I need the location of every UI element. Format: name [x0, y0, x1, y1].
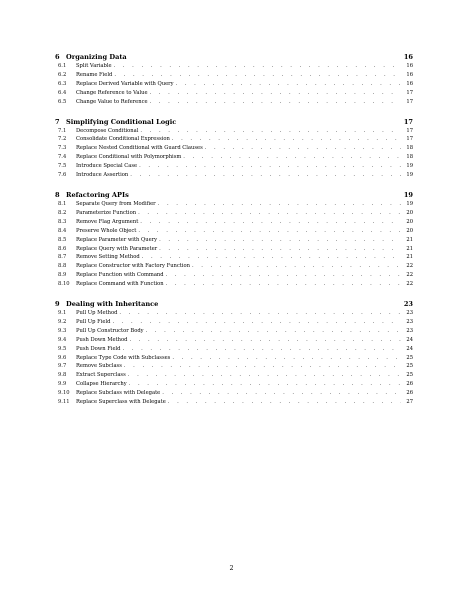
- entry-page: 17: [406, 127, 413, 134]
- entry-page: 20: [406, 218, 413, 225]
- toc-entry[interactable]: [55, 398, 413, 407]
- entry-page: 19: [406, 172, 413, 179]
- toc-entry[interactable]: [55, 144, 413, 153]
- toc-entry[interactable]: [55, 336, 413, 345]
- entry-number: 9.10: [58, 390, 70, 397]
- chapter-title: Organizing Data: [66, 53, 127, 61]
- dot-leader: [139, 162, 401, 171]
- chapter-heading[interactable]: [55, 190, 413, 200]
- entry-title: Push Down Method: [76, 336, 128, 343]
- entry-title: Replace Parameter with Query: [76, 236, 158, 243]
- entry-page: 19: [406, 163, 413, 170]
- dot-leader: [192, 262, 401, 271]
- toc-entry[interactable]: [55, 200, 413, 209]
- toc-entry[interactable]: [55, 245, 413, 254]
- entry-number: 6.3: [58, 80, 67, 87]
- chapter-number: 9: [55, 300, 60, 309]
- toc-entry[interactable]: [55, 318, 413, 327]
- entry-number: 9.7: [58, 363, 67, 370]
- entry-title: Separate Query from Modifier: [76, 200, 156, 207]
- entry-title: Replace Function with Command: [76, 272, 164, 279]
- entry-page: 24: [406, 336, 413, 343]
- chapter-heading[interactable]: [55, 117, 413, 127]
- entry-number: 6.5: [58, 98, 67, 105]
- toc-entry[interactable]: [55, 89, 413, 98]
- entry-title: Preserve Whole Object: [76, 227, 137, 234]
- entry-page: 22: [406, 263, 413, 270]
- entry-title: Replace Type Code with Subclasses: [76, 354, 171, 361]
- dot-leader: [176, 80, 401, 89]
- entry-number: 8.8: [58, 263, 67, 270]
- toc-entry[interactable]: [55, 262, 413, 271]
- entry-page: 24: [406, 345, 413, 352]
- dot-leader: [172, 354, 401, 363]
- toc-entry[interactable]: [55, 80, 413, 89]
- entry-number: 8.4: [58, 227, 67, 234]
- chapter-page: 23: [403, 300, 413, 309]
- chapter-title: Refactoring APIs: [66, 190, 129, 199]
- toc-entry[interactable]: [55, 62, 413, 71]
- entry-number: 7.3: [58, 145, 67, 152]
- entry-title: Collapse Hierarchy: [76, 381, 127, 388]
- dot-leader: [150, 89, 401, 98]
- entry-page: 18: [406, 145, 413, 152]
- entry-number: 8.1: [58, 200, 67, 207]
- dot-leader: [123, 345, 401, 354]
- chapter-heading[interactable]: [55, 299, 413, 309]
- chapter-number: 6: [55, 53, 60, 61]
- page-number: 2: [229, 564, 234, 572]
- chapter-heading[interactable]: [55, 52, 413, 62]
- toc-entry[interactable]: [55, 135, 413, 144]
- chapter-number: 7: [55, 117, 60, 126]
- dot-leader: [146, 327, 401, 336]
- entry-title: Pull Up Field: [76, 318, 111, 325]
- entry-number: 9.8: [58, 372, 67, 379]
- chapter-8: [55, 190, 413, 289]
- entry-page: 22: [406, 272, 413, 279]
- toc-entry[interactable]: [55, 380, 413, 389]
- dot-leader: [159, 245, 401, 254]
- dot-leader: [138, 209, 401, 218]
- toc-entry[interactable]: [55, 171, 413, 180]
- toc-entry[interactable]: [55, 162, 413, 171]
- entry-number: 8.5: [58, 236, 67, 243]
- toc-entry[interactable]: [55, 354, 413, 363]
- entry-number: 8.2: [58, 209, 67, 216]
- entry-title: Remove Setting Method: [76, 254, 140, 261]
- entry-title: Replace Constructor with Factory Function: [76, 263, 190, 270]
- entry-number: 8.9: [58, 272, 67, 279]
- entry-number: 9.2: [58, 318, 67, 325]
- entry-title: Split Variable: [76, 63, 112, 69]
- entry-page: 23: [406, 318, 413, 325]
- toc-entry[interactable]: [55, 127, 413, 136]
- entry-page: 16: [406, 63, 413, 69]
- entry-page: 25: [406, 354, 413, 361]
- dot-leader: [158, 200, 401, 209]
- dot-leader: [205, 144, 401, 153]
- entry-title: Introduce Assertion: [76, 172, 129, 179]
- entry-number: 6.4: [58, 89, 67, 96]
- entry-title: Replace Conditional with Polymorphism: [76, 154, 182, 161]
- entry-title: Replace Nested Conditional with Guard Clauses: [76, 145, 203, 152]
- chapter-6: [55, 52, 413, 107]
- entry-page: 25: [406, 363, 413, 370]
- toc-entry[interactable]: [55, 209, 413, 218]
- dot-leader: [128, 371, 401, 380]
- dot-leader: [112, 318, 401, 327]
- dot-leader: [130, 171, 401, 180]
- entry-page: 20: [406, 227, 413, 234]
- dot-leader: [172, 135, 401, 144]
- dot-leader: [183, 153, 401, 162]
- entry-title: Decompose Conditional: [76, 127, 139, 134]
- chapter-title: Dealing with Inheritance: [66, 300, 159, 309]
- entry-number: 9.1: [58, 310, 67, 317]
- entry-title: Parameterize Function: [76, 209, 137, 216]
- entry-number: 9.5: [58, 345, 67, 352]
- entry-title: Replace Subclass with Delegate: [76, 390, 161, 397]
- toc-entry[interactable]: [55, 153, 413, 162]
- entry-page: 23: [406, 327, 413, 334]
- entry-title: Rename Field: [76, 71, 113, 78]
- dot-leader: [140, 127, 401, 136]
- dot-leader: [140, 218, 401, 227]
- entry-number: 8.3: [58, 218, 67, 225]
- toc-entry[interactable]: [55, 280, 413, 289]
- entry-title: Replace Query with Parameter: [76, 245, 158, 252]
- toc-entry[interactable]: [55, 371, 413, 380]
- entry-number: 7.6: [58, 172, 67, 179]
- dot-leader: [114, 62, 401, 71]
- entry-title: Push Down Field: [76, 345, 121, 352]
- entry-page: 26: [406, 381, 413, 388]
- entry-number: 8.10: [58, 281, 70, 288]
- entry-page: 16: [406, 71, 413, 78]
- dot-leader: [159, 236, 401, 245]
- table-of-contents: [55, 52, 413, 417]
- entry-number: 7.5: [58, 163, 67, 170]
- chapter-page: 17: [403, 117, 413, 126]
- entry-page: 23: [406, 310, 413, 317]
- entry-page: 16: [406, 80, 413, 87]
- toc-entry[interactable]: [55, 227, 413, 236]
- chapter-number: 8: [55, 190, 60, 199]
- entry-title: Replace Command with Function: [76, 281, 164, 288]
- chapter-7: [55, 117, 413, 180]
- dot-leader: [166, 271, 401, 280]
- chapter-title: Simplifying Conditional Logic: [66, 117, 177, 126]
- entry-title: Change Reference to Value: [76, 89, 148, 96]
- dot-leader: [124, 362, 401, 371]
- entry-title: Change Value to Reference: [76, 98, 148, 105]
- chapter-9: [55, 299, 413, 407]
- entry-page: 22: [406, 281, 413, 288]
- dot-leader: [142, 253, 401, 262]
- dot-leader: [166, 280, 401, 289]
- entry-page: 17: [406, 89, 413, 96]
- entry-number: 9.9: [58, 381, 67, 388]
- entry-page: 21: [406, 245, 413, 252]
- entry-title: Pull Up Constructor Body: [76, 327, 144, 334]
- dot-leader: [168, 398, 401, 407]
- dot-leader: [129, 336, 401, 345]
- chapter-page: 16: [403, 53, 413, 61]
- entry-number: 9.4: [58, 336, 67, 343]
- toc-entry[interactable]: [55, 218, 413, 227]
- dot-leader: [150, 98, 401, 107]
- entry-number: 6.2: [58, 71, 67, 78]
- entry-page: 17: [406, 136, 413, 143]
- entry-number: 7.2: [58, 136, 67, 143]
- entry-title: Consolidate Conditional Expression: [76, 136, 170, 143]
- dot-leader: [119, 309, 401, 318]
- toc-entry[interactable]: [55, 71, 413, 80]
- entry-page: 19: [406, 200, 413, 207]
- entry-title: Replace Superclass with Delegate: [76, 399, 166, 406]
- entry-number: 7.1: [58, 127, 67, 134]
- entry-title: Remove Subclass: [76, 363, 122, 370]
- entry-number: 7.4: [58, 154, 67, 161]
- entry-page: 20: [406, 209, 413, 216]
- entry-page: 18: [406, 154, 413, 161]
- dot-leader: [162, 389, 401, 398]
- entry-page: 21: [406, 236, 413, 243]
- toc-entry[interactable]: [55, 98, 413, 107]
- toc-entry[interactable]: [55, 362, 413, 371]
- entry-number: 9.6: [58, 354, 67, 361]
- entry-number: 6.1: [58, 63, 67, 69]
- entry-number: 9.3: [58, 327, 67, 334]
- entry-page: 27: [406, 399, 413, 406]
- entry-number: 8.6: [58, 245, 67, 252]
- dot-leader: [114, 71, 401, 80]
- entry-page: 17: [406, 98, 413, 105]
- entry-title: Introduce Special Case: [76, 163, 138, 170]
- toc-entry[interactable]: [55, 253, 413, 262]
- toc-entry[interactable]: [55, 236, 413, 245]
- entry-title: Remove Flag Argument: [76, 218, 139, 225]
- toc-entry[interactable]: [55, 389, 413, 398]
- dot-leader: [129, 380, 401, 389]
- entry-page: 25: [406, 372, 413, 379]
- entry-number: 9.11: [58, 399, 70, 406]
- toc-entry[interactable]: [55, 271, 413, 280]
- entry-title: Replace Derived Variable with Query: [76, 80, 174, 87]
- toc-entry[interactable]: [55, 345, 413, 354]
- toc-entry[interactable]: [55, 309, 413, 318]
- entry-number: 8.7: [58, 254, 67, 261]
- entry-title: Pull Up Method: [76, 310, 118, 317]
- entry-page: 26: [406, 390, 413, 397]
- chapter-page: 19: [403, 190, 413, 199]
- toc-entry[interactable]: [55, 327, 413, 336]
- entry-page: 21: [406, 254, 413, 261]
- dot-leader: [138, 227, 401, 236]
- entry-title: Extract Superclass: [76, 372, 126, 379]
